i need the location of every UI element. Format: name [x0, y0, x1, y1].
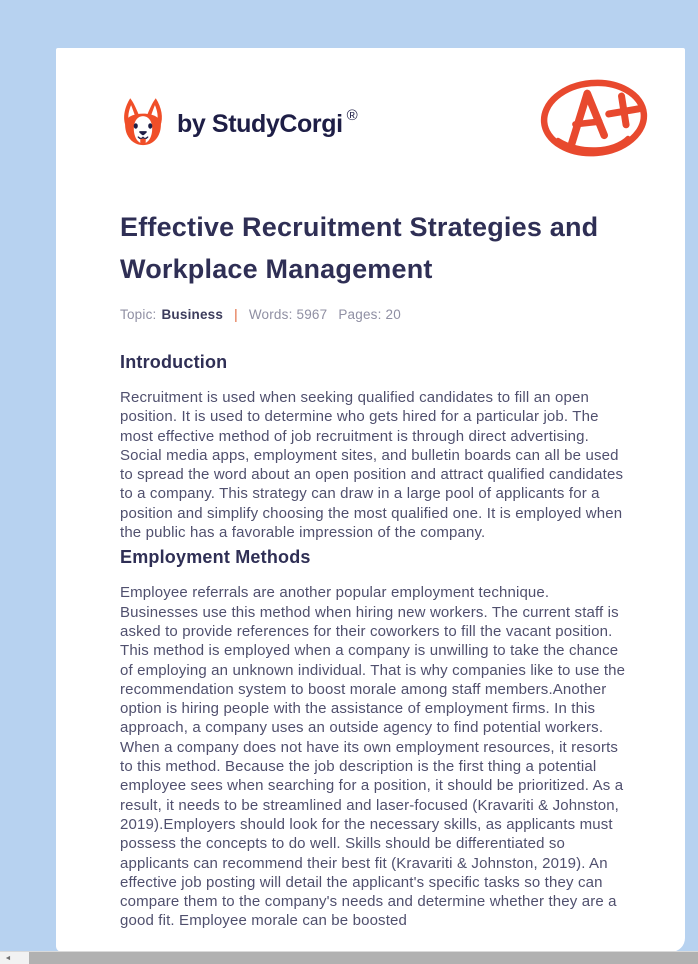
- page-title: Effective Recruitment Strategies and Workplace Management: [120, 212, 599, 284]
- horizontal-scrollbar[interactable]: [0, 951, 698, 964]
- brand-wordmark: by StudyCorgi ®: [177, 107, 358, 138]
- section-heading-introduction: Introduction: [120, 352, 228, 372]
- studycorgi-logo: [120, 94, 357, 152]
- scrollbar-left-arrow-icon[interactable]: ◄: [4, 954, 12, 962]
- scrollbar-thumb[interactable]: [29, 952, 698, 964]
- meta-separator: |: [234, 307, 238, 322]
- page-header: [120, 78, 630, 162]
- a-plus-grade-badge-icon: [538, 76, 650, 162]
- section-body-employment-methods: Employee referrals are another popular employment technique. Businesses use this method when hiring new workers. The current staff is asked to provide references for their coworkers to fill the vacant position. This method is employed when a company is unwilling to take the chance of employing an unknown individual. That is why companies like to use the recommendation system to boost morale among staff members.Another option is hiring people with the assistance of employment firms. In this approach, a company uses an outside agency to find potential workers. When a company does not have its own employment resources, it resorts to this method. Because the job description is the first thing a potential employee sees when searching for a position, it should be prioritized. As a result, it needs to be streamlined and laser-focused (Kravariti & Johnston, 2019).Employers should look for the necessary skills, as applicants must possess the concepts to do well. Skills should be differentiated so applicants can recommend their best fit (Kravariti & Johnston, 2019). An effective job posting will detail the applicant's specific tasks so they can compare them to the company's needs and determine whether they are a good fit. Employee morale can be boosted: [120, 584, 626, 930]
- article-meta: [120, 307, 630, 322]
- document-card: [56, 48, 685, 952]
- section-heading-employment-methods: Employment Methods: [120, 547, 311, 568]
- topic-label: Topic:: [120, 307, 157, 322]
- topic-link[interactable]: Business: [161, 307, 224, 322]
- registered-trademark: ®: [346, 107, 358, 124]
- corgi-mascot-icon: [120, 94, 166, 152]
- page-count: Pages: 20: [338, 307, 401, 322]
- section-body-introduction: Recruitment is used when seeking qualified candidates to fill an open position. It is used to determine who gets hired for a particular job. The most effective method of job recruitment is through direct advertising. Social media apps, employment sites, and bulletin boards can all be used to spread the word about an open position and attract qualified candidates to a company. This strategy can draw in a large pool of applicants for a position and simplify choosing the most qualified one. It is employed when the public has a favorable impression of the company.: [120, 389, 624, 542]
- word-count: Words: 5967: [248, 307, 328, 322]
